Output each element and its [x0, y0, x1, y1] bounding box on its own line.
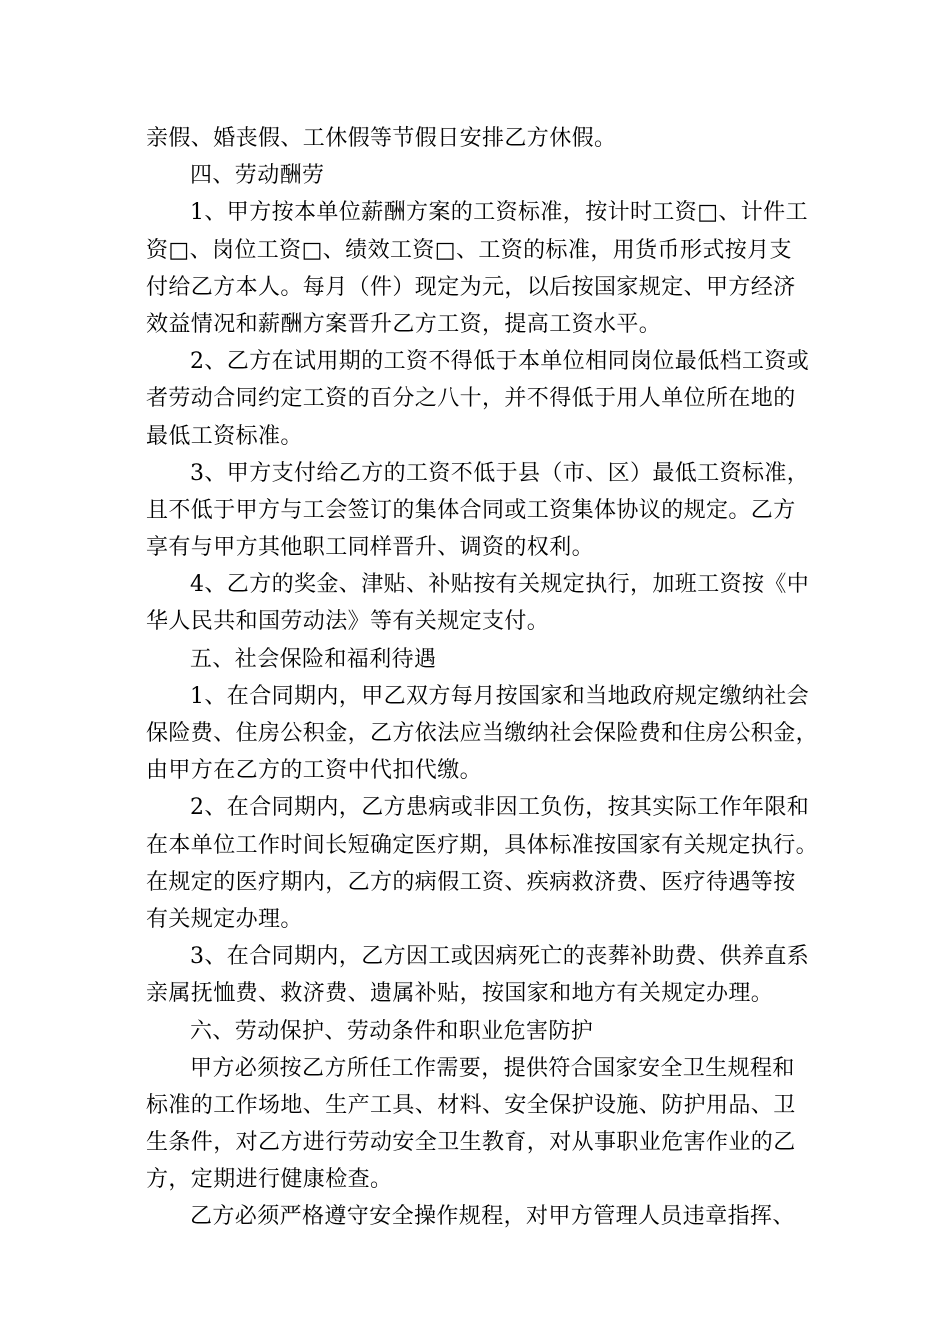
text-line: 1、在合同期内，甲乙双方每月按国家和当地政府规定缴纳社会: [190, 683, 810, 709]
text-line: 方，定期进行健康检查。: [146, 1167, 393, 1193]
text-line: 享有与甲方其他职工同样晋升、调资的权利。: [146, 535, 595, 561]
text-line: 4、乙方的奖金、津贴、补贴按有关规定执行，加班工资按《中: [190, 572, 810, 598]
section-heading: 四、劳动酬劳: [190, 163, 325, 189]
text-line: 2、在合同期内，乙方患病或非因工负伤，按其实际工作年限和: [190, 795, 810, 821]
text-line: 最低工资标准。: [146, 423, 303, 449]
document-body: [146, 120, 821, 1236]
text-line: 在规定的医疗期内，乙方的病假工资、疾病救济费、医疗待遇等按: [146, 869, 796, 895]
text-line: 华人民共和国劳动法》等有关规定支付。: [146, 609, 550, 635]
text-line: 亲假、婚丧假、工休假等节假日安排乙方休假。: [146, 126, 617, 151]
text-line: 效益情况和薪酬方案晋升乙方工资，提高工资水平。: [146, 311, 662, 337]
text-line: 保险费、住房公积金，乙方依法应当缴纳社会保险费和住房公积金，: [146, 721, 819, 746]
text-line: 在本单位工作时间长短确定医疗期，具体标准按国家有关规定执行。: [146, 832, 819, 858]
text-line: 付给乙方本人。每月（件）现定为元，以后按国家规定、甲方经济: [146, 274, 796, 300]
text-line: 资□、岗位工资□、绩效工资□、工资的标准，用货币形式按月支: [146, 237, 792, 263]
section-heading: 六、劳动保护、劳动条件和职业危害防护: [190, 1018, 594, 1044]
text-line: 2、乙方在试用期的工资不得低于本单位相同岗位最低档工资或: [190, 349, 810, 375]
text-line: 3、甲方支付给乙方的工资不低于县（市、区）最低工资标准，: [190, 460, 810, 486]
text-line: 1、甲方按本单位薪酬方案的工资标准，按计时工资□、计件工: [190, 200, 808, 226]
text-line: 甲方必须按乙方所任工作需要，提供符合国家安全卫生规程和: [190, 1055, 795, 1081]
text-line: 者劳动合同约定工资的百分之八十，并不得低于用人单位所在地的: [146, 386, 796, 412]
text-line: 由甲方在乙方的工资中代扣代缴。: [146, 758, 483, 784]
text-line: 且不低于甲方与工会签订的集体合同或工资集体协议的规定。乙方: [146, 497, 796, 523]
section-heading: 五、社会保险和福利待遇: [190, 646, 437, 672]
text-line: 标准的工作场地、生产工具、材料、安全保护设施、防护用品、卫: [146, 1092, 796, 1118]
text-line: 有关规定办理。: [146, 906, 303, 932]
text-line: 亲属抚恤费、救济费、遗属补贴，按国家和地方有关规定办理。: [146, 981, 774, 1007]
text-line: 3、在合同期内，乙方因工或因病死亡的丧葬补助费、供养直系: [190, 944, 810, 970]
text-line: 生条件，对乙方进行劳动安全卫生教育，对从事职业危害作业的乙: [146, 1130, 796, 1156]
text-line: 乙方必须严格遵守安全操作规程，对甲方管理人员违章指挥、: [190, 1204, 795, 1230]
